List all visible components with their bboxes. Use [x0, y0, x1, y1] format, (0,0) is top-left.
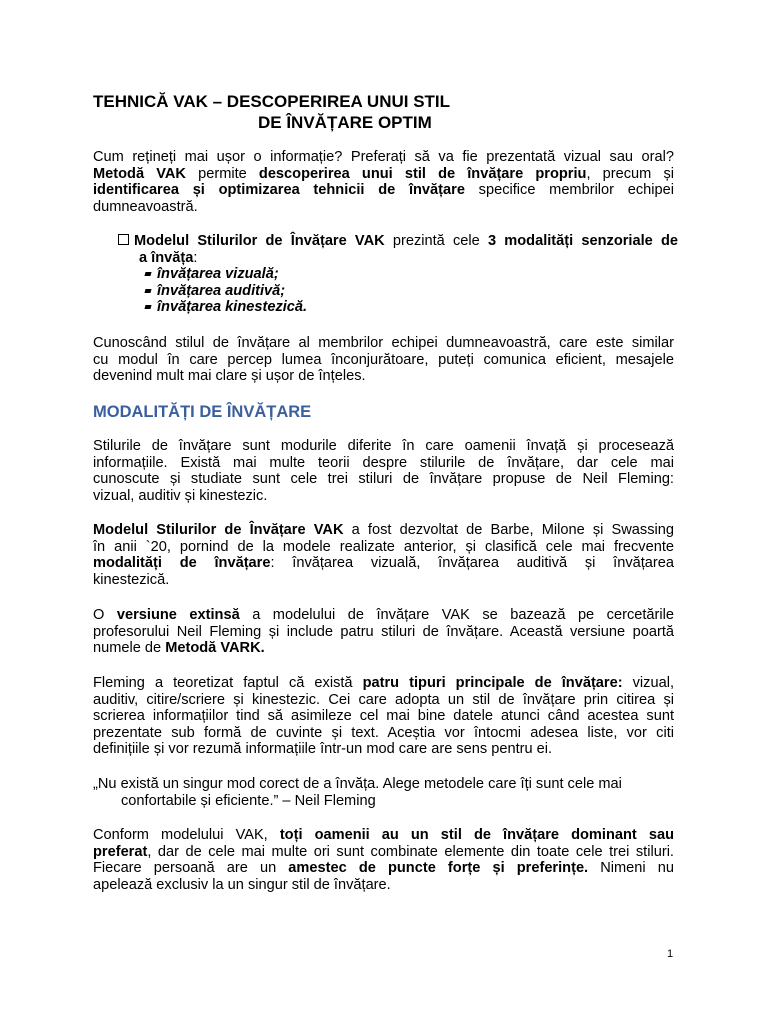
section-heading: MODALITĂȚI DE ÎNVĂȚARE [93, 403, 312, 421]
intro-line: dumneavoastră. [93, 198, 198, 215]
fleming-quote: „Nu există un singur mod corect de a învăța. Alege metodele care îți sunt cele mai confortabile și eficiente.” – Neil Fleming [93, 776, 622, 809]
learning-styles-paragraph: Stilurile de învățare sunt modurile diferite în care oamenii învață și procesează informațiile. Există mai multe teorii despre stilurile de învățare, dar cele mai cunoscute și studiate sunt cele trei stiluri de învățare propuse de Neil Fleming: vizual, auditiv și kinestezic. [93, 438, 674, 504]
vak-list-item: învățarea vizuală; [118, 266, 678, 283]
vak-model-paragraph: Modelul Stilurilor de Învățare VAK a fost dezvoltat de Barbe, Milone și Swassing în anii `20, pornind de la modele realizate anterior, și clasifică cele mai frecvente modalități de învățare: învățarea vizuală, învățarea auditivă și învățarea kinestezică. [93, 522, 674, 588]
page-number: 1 [667, 948, 674, 960]
title-line-1: TEHNICĂ VAK – DESCOPERIREA UNUI STIL [93, 92, 451, 111]
vak-list-lead-cont: a învăța: [139, 249, 198, 266]
square-bullet-icon [144, 272, 151, 276]
vak-list [118, 233, 678, 316]
conform-paragraph: Conform modelului VAK, toți oamenii au un stil de învățare dominant sau preferat, dar de cele mai multe ori sunt combinate elemente din toate cele trei stiluri. Fiecare persoană are un amestec de puncte forțe și preferințe. Nimeni nu apelează exclusiv la un singur stil de învățare. [93, 827, 674, 893]
extended-version-paragraph: O versiune extinsă a modelului de învățare VAK se bazează pe cercetările profesorului Neil Fleming și include patru stiluri de învățare. Această versiune poartă numele de Metodă VARK. [93, 607, 674, 657]
square-bullet-icon [144, 305, 151, 309]
fleming-paragraph: Fleming a teoretizat faptul că există patru tipuri principale de învățare: vizual, auditiv, citire/scriere și kinestezic. Cei care adopta un stil de învățare prin citirea și scrierea informațiilor tind să asimileze cel mai bine datele atunci când acestea sunt prezentate sub formă de cuvinte și text. Aceștia vor întocmi adesea liste, vor citi definițiile și vor rezumă informațiile într-un mod care are sens pentru ei. [93, 675, 674, 758]
vak-list-item: învățarea kinestezică. [118, 299, 678, 316]
intro-line: Metodă VAK permite descoperirea unui stil de învățare propriu, precum și [93, 165, 674, 182]
knowing-style-paragraph: Cunoscând stilul de învățare al membrilor echipei dumneavoastră, care este similar cu modul în care percep lumea înconjurătoare, puteți comunica eficient, mesajele devenind mult mai clare și ușor de înțeles. [93, 335, 674, 385]
title-line-2: DE ÎNVĂȚARE OPTIM [258, 113, 432, 132]
square-bullet-icon [144, 289, 151, 293]
vak-list-lead: Modelul Stilurilor de Învățare VAK prezintă cele 3 modalități senzoriale de [118, 233, 678, 250]
vak-model-line: Modelul Stilurilor de Învățare VAK a fost dezvoltat de Barbe, Milone și Swassing [93, 522, 674, 538]
vak-list-item: învățarea auditivă; [118, 283, 678, 300]
intro-line: Cum rețineți mai ușor o informație? Preferați să va fie prezentată vizual sau oral? [93, 149, 674, 165]
document-title [93, 91, 450, 133]
intro-line: identificarea și optimizarea tehnicii de învățare specifice membrilor echipei [93, 182, 674, 199]
intro-paragraph [93, 149, 674, 215]
checkbox-bullet-icon [118, 234, 129, 245]
